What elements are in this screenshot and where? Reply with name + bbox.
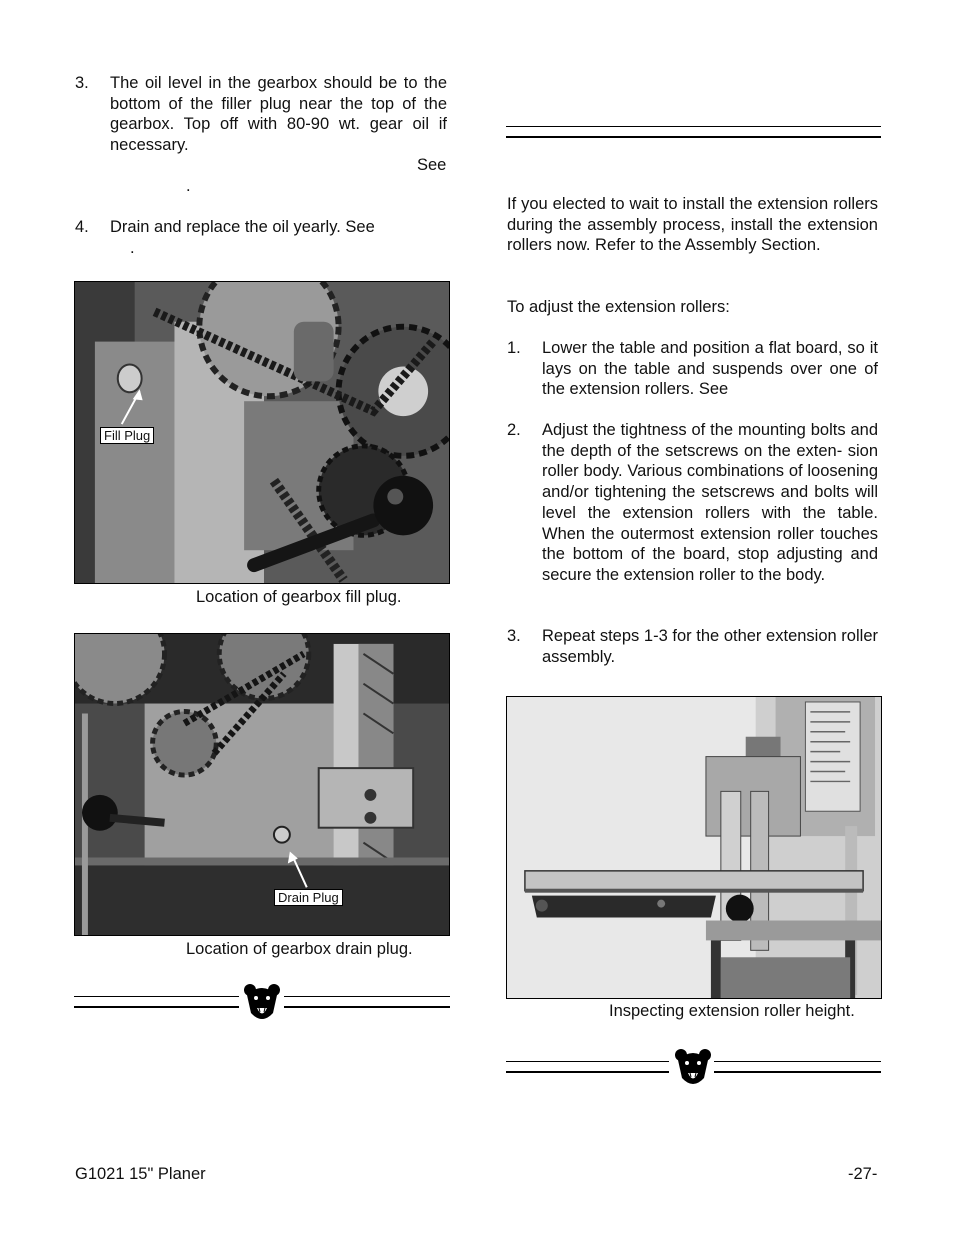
step-4-period: . xyxy=(130,239,135,257)
divider-line-top-right-2 xyxy=(714,1061,881,1062)
divider-line-bottom-left-2 xyxy=(506,1071,669,1073)
step-3-see: See xyxy=(417,156,447,174)
section-rule-top xyxy=(506,126,881,127)
right-step-3-number: 3. xyxy=(507,627,521,645)
extension-intro-text: If you elected to wait to install the extension rollers during the assembly process, install the extension rollers now. Refer to the Assembly Section. xyxy=(507,195,878,255)
section-rule-bottom xyxy=(506,136,881,138)
divider-line-bottom-right xyxy=(284,1006,450,1008)
step-4-text: Drain and replace the oil yearly. See xyxy=(110,218,375,236)
divider-line-bottom-left xyxy=(74,1006,239,1008)
right-step-2-text: Adjust the tightness of the mounting bolts and the depth of the setscrews on the exten- sion roller body. Various combinations of loosening and/or tightening the setscrews and bolts will level the extension rollers with the table. When the outermost extension roller touches the bottom of the board, stop adjusting and secure the extension roller to the body. xyxy=(542,421,878,584)
right-step-3-text: Repeat steps 1-3 for the other extension roller assembly. xyxy=(542,627,878,666)
fill-plug-label: Fill Plug xyxy=(100,427,154,444)
divider-line-top-left-2 xyxy=(506,1061,669,1062)
step-4-number: 4. xyxy=(75,218,89,236)
bear-head-icon-2 xyxy=(674,1048,712,1088)
footer-page-number: -27- xyxy=(848,1165,878,1183)
figure-drain-plug-caption: Location of gearbox drain plug. xyxy=(186,940,413,958)
bear-head-icon xyxy=(243,983,281,1023)
gearbox-drain-illustration xyxy=(75,634,449,935)
divider-line-bottom-right-2 xyxy=(714,1071,881,1073)
footer-model: G1021 15" Planer xyxy=(75,1165,206,1183)
step-3-text: The oil level in the gearbox should be to the bottom of the filler plug near the top of the gearbox. Top off with 80-90 wt. gear oil if necessary. xyxy=(110,74,447,155)
step-3-number: 3. xyxy=(75,74,89,92)
step-3-period: . xyxy=(186,177,191,195)
gearbox-fill-plug-photo xyxy=(74,281,450,584)
figure-fill-plug-caption: Location of gearbox fill plug. xyxy=(196,588,402,606)
drain-plug-label: Drain Plug xyxy=(274,889,343,906)
extension-roller-photo xyxy=(506,696,882,999)
right-step-2-number: 2. xyxy=(507,421,521,439)
divider-line-top-right xyxy=(284,996,450,997)
divider-line-top-left xyxy=(74,996,239,997)
adjust-heading: To adjust the extension rollers: xyxy=(507,298,730,316)
extension-roller-illustration xyxy=(507,697,881,998)
right-step-1-number: 1. xyxy=(507,339,521,357)
right-step-1-text: Lower the table and position a flat board, so it lays on the table and suspends over one of the extension rollers. See xyxy=(542,339,878,399)
gearbox-drain-plug-photo xyxy=(74,633,450,936)
figure-extension-roller-caption: Inspecting extension roller height. xyxy=(609,1002,855,1020)
